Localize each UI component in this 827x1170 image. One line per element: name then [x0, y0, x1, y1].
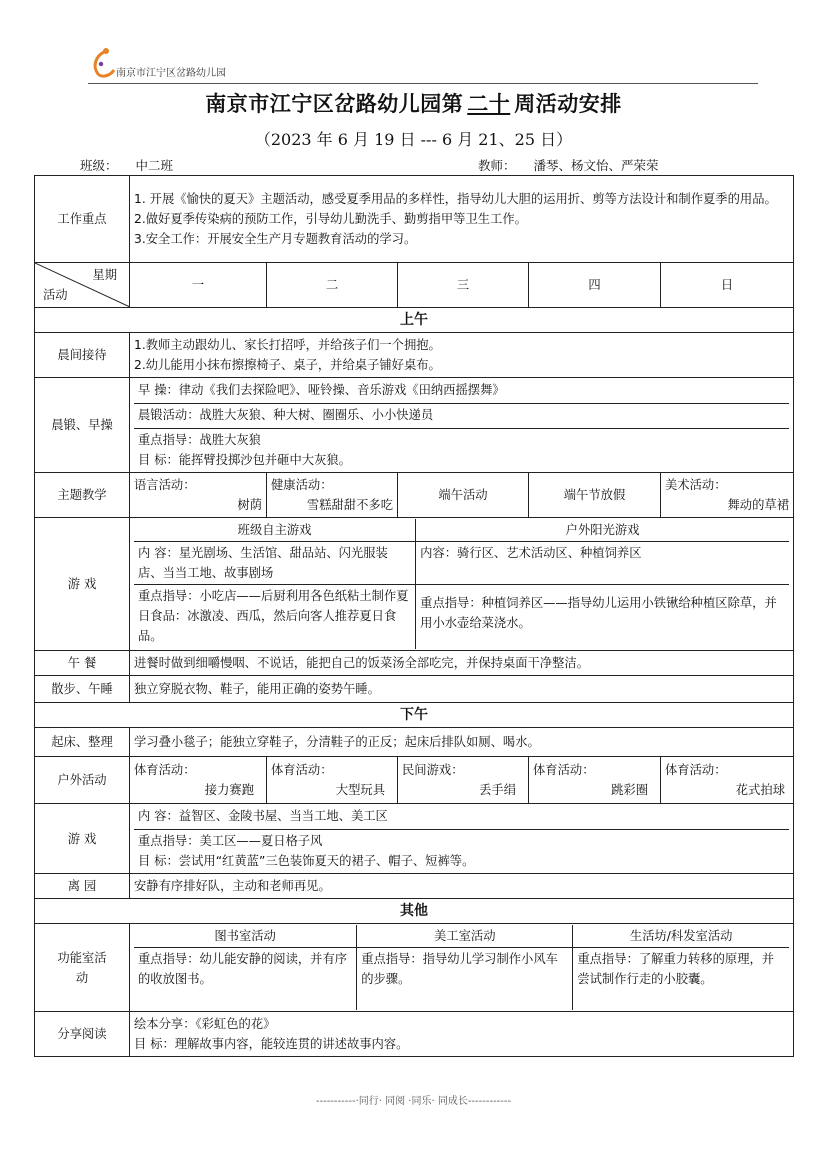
outdoor-topic: 花式拍球: [735, 783, 785, 797]
outdoor-type: 体育活动：: [533, 763, 595, 777]
teacher-info: [478, 156, 710, 176]
outdoor-topic: 丢手绢: [479, 783, 516, 797]
nap-row: [35, 676, 794, 703]
work-focus-line: 1. 开展《愉快的夏天》主题活动，感受夏季用品的多样性，指导幼儿大胆的运用折、剪等方法设计和制作夏季的用品。: [134, 192, 777, 206]
outdoor-topic: 大型玩具: [335, 783, 385, 797]
wakeup-content: 学习叠小毯子；能独立穿鞋子，分清鞋子的正反；起床后排队如厕、喝水。: [130, 728, 794, 757]
outdoor-label: 户外活动: [35, 757, 130, 804]
morning-section-row: [35, 308, 794, 333]
art-room-head: 美工室活动: [357, 925, 573, 948]
outdoor-cell-tue: [267, 757, 398, 804]
rooms-label-text: 功能室活动: [57, 950, 107, 985]
day-thu: 四: [529, 263, 661, 308]
afternoon-section-row: [35, 703, 794, 728]
work-focus-label: 工作重点: [35, 176, 130, 263]
outdoor-type: 民间游戏：: [402, 763, 464, 777]
rooms-label: [35, 924, 130, 1012]
theme-cell-mon: [130, 473, 267, 518]
title-prefix: 南京市江宁区岔路幼儿园第: [205, 91, 464, 116]
nap-label: 散步、午睡: [35, 676, 130, 703]
exercise-goal-line: 目 标：能挥臂投掷沙包并砸中大灰狼。: [138, 453, 351, 467]
class-info: [80, 156, 214, 176]
afternoon-games-label: 游 戏: [35, 804, 130, 874]
work-focus-content: [130, 176, 794, 263]
morning-games-label: 游 戏: [35, 518, 130, 651]
exercise-row: [35, 378, 794, 473]
outdoor-game-content: 内容：骑行区、艺术活动区、种植饲养区: [416, 542, 789, 585]
header: [88, 46, 755, 84]
outdoor-type: 体育活动：: [665, 763, 727, 777]
class-game-focus: 重点指导：小吃店——后厨利用各色纸粘土制作夏日食品：冰激凌、西瓜，然后向客人推荐夏日食品。: [134, 585, 416, 650]
schedule-table: [34, 175, 794, 1057]
day-wed: 三: [398, 263, 529, 308]
title-suffix: 周活动安排: [514, 91, 622, 116]
work-focus-line: 3.安全工作：开展安全生产月专题教育活动的学习。: [134, 232, 417, 246]
nap-content: 独立穿脱衣物、鞋子，能用正确的姿势午睡。: [130, 676, 794, 703]
other-section-row: [35, 899, 794, 924]
reading-row: [35, 1012, 794, 1057]
theme-cell-wed: 端午活动: [398, 473, 529, 518]
reception-content: [130, 333, 794, 378]
theme-row: [35, 473, 794, 518]
reception-row: [35, 333, 794, 378]
outdoor-type: 体育活动：: [271, 763, 333, 777]
section-other: 其他: [35, 899, 794, 924]
wakeup-row: [35, 728, 794, 757]
day-mon: 一: [130, 263, 267, 308]
outdoor-topic: 跳彩圈: [611, 783, 648, 797]
reading-content: [130, 1012, 794, 1057]
library-content: 重点指导：幼儿能安静的阅读，并有序的收放图书。: [134, 948, 357, 1011]
class-value: 中二班: [122, 156, 214, 176]
outdoor-cell-thu: [529, 757, 661, 804]
activity-word: 活动: [43, 288, 68, 302]
leave-row: [35, 874, 794, 899]
exercise-morning-drill: 早 操：律动《我们去探险吧》、哑铃操、音乐游戏《田纳西摇摆舞》: [138, 383, 505, 397]
date-range: （2023 年 6 月 19 日 --- 6 月 21、25 日）: [254, 130, 573, 149]
outdoor-type: 体育活动：: [134, 763, 196, 777]
theme-topic: 雪糕甜甜不多吃: [306, 498, 393, 512]
day-tue: 二: [267, 263, 398, 308]
theme-cell-sun: [661, 473, 794, 518]
lunch-content: 进餐时做到细嚼慢咽、不说话，能把自己的饭菜汤全部吃完，并保持桌面干净整洁。: [130, 651, 794, 676]
theme-subject: 健康活动：: [271, 478, 333, 492]
work-focus-line: 2.做好夏季传染病的预防工作，引导幼儿勤洗手、勤剪指甲等卫生工作。: [134, 212, 527, 226]
theme-topic: 舞动的草裙: [727, 498, 789, 512]
theme-subject: 语言活动：: [134, 478, 196, 492]
afternoon-games-content: [130, 804, 794, 874]
afternoon-games-areas: 内 容：益智区、金陵书屋、当当工地、美工区: [138, 809, 388, 823]
rooms-row: [35, 924, 794, 1012]
science-room-head: 生活坊/科发室活动: [573, 925, 789, 948]
week-activity-diagonal-cell: [35, 263, 130, 308]
day-header-row: [35, 263, 794, 308]
morning-games-content: [130, 518, 794, 651]
theme-label: 主题教学: [35, 473, 130, 518]
afternoon-games-row: [35, 804, 794, 874]
games-inner-table: [134, 519, 789, 649]
outdoor-game-focus: 重点指导：种植饲养区——指导幼儿运用小铁锹给种植区除草，并用小水壶给菜浇水。: [420, 596, 777, 630]
page-title: [0, 88, 827, 118]
reception-line: 2.幼儿能用小抹布擦擦椅子、桌子，并给桌子铺好桌布。: [134, 358, 441, 372]
outdoor-cell-sun: [661, 757, 794, 804]
class-label: 班级：: [80, 158, 118, 173]
day-sun: 日: [661, 263, 794, 308]
header-divider: [88, 83, 758, 84]
reading-goal-line: 目 标：理解故事内容，能较连贯的讲述故事内容。: [134, 1037, 409, 1051]
page-footer: -----------·同行· 同阅 ·同乐· 同成长------------: [315, 1096, 512, 1107]
work-focus-row: [35, 176, 794, 263]
reading-book-line: 绘本分享：《彩虹色的花》: [134, 1017, 276, 1031]
outdoor-row: [35, 757, 794, 804]
library-head: 图书室活动: [134, 925, 357, 948]
class-game-head: 班级自主游戏: [134, 519, 416, 542]
exercise-content: [130, 378, 794, 473]
afternoon-games-focus-line: 重点指导：美工区——夏日格子风: [138, 834, 323, 848]
leave-label: 离 园: [35, 874, 130, 899]
afternoon-games-goal-line: 目 标：尝试用“红黄蓝”三色装饰夏天的裙子、帽子、短裤等。: [138, 854, 475, 868]
exercise-focus-line: 重点指导：战胜大灰狼: [138, 433, 261, 447]
outdoor-cell-wed: [398, 757, 529, 804]
afternoon-games-focus: [134, 829, 789, 872]
lunch-row: [35, 651, 794, 676]
teacher-value: 潘琴、杨文怡、严荣荣: [520, 156, 710, 176]
class-game-content: 内 容：星光剧场、生活馆、甜品站、闪光服装店、当当工地、故事剧场: [134, 542, 416, 585]
reception-line: 1.教师主动跟幼儿、家长打招呼，并给孩子们一个拥抱。: [134, 338, 441, 352]
section-afternoon: 下午: [35, 703, 794, 728]
exercise-label: 晨锻、早操: [35, 378, 130, 473]
title-week: 二十: [467, 91, 511, 116]
wakeup-label: 起床、整理: [35, 728, 130, 757]
section-morning: 上午: [35, 308, 794, 333]
theme-subject: 美术活动：: [665, 478, 727, 492]
exercise-focus: [134, 428, 789, 471]
outdoor-game-head: 户外阳光游戏: [416, 519, 789, 542]
outdoor-topic: 接力赛跑: [204, 783, 254, 797]
leave-content: 安静有序排好队，主动和老师再见。: [130, 874, 794, 899]
science-room-content: 重点指导：了解重力转移的原理，并尝试制作行走的小胶囊。: [577, 952, 775, 986]
reading-label: 分享阅读: [35, 1012, 130, 1057]
exercise-activities: 晨锻活动：战胜大灰狼、种大树、圈圈乐、小小快递员: [134, 403, 789, 428]
theme-topic: 树荫: [237, 498, 262, 512]
school-logo-icon: [88, 46, 118, 80]
week-word: 星期: [92, 268, 117, 282]
morning-games-row: [35, 518, 794, 651]
teacher-label: 教师：: [478, 158, 516, 173]
outdoor-cell-mon: [130, 757, 267, 804]
art-room-content: 重点指导：指导幼儿学习制作小风车的步骤。: [357, 948, 573, 1011]
theme-cell-tue: [267, 473, 398, 518]
rooms-inner-table: [134, 925, 789, 1010]
reception-label: 晨间接待: [35, 333, 130, 378]
header-school-name: 南京市江宁区岔路幼儿园: [116, 68, 226, 79]
rooms-content: [130, 924, 794, 1012]
theme-cell-thu: 端午节放假: [529, 473, 661, 518]
lunch-label: 午 餐: [35, 651, 130, 676]
